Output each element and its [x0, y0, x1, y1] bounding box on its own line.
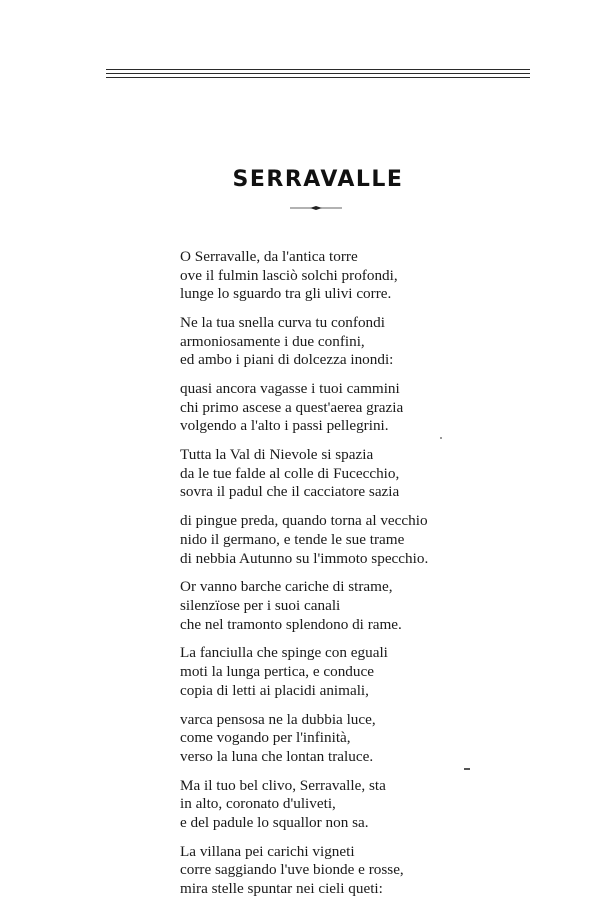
- poem-line: Or vanno barche cariche di strame,: [180, 578, 393, 596]
- poem-line: in alto, coronato d'uliveti,: [180, 795, 336, 813]
- poem-line: La fanciulla che spinge con eguali: [180, 644, 388, 662]
- poem-line: volgendo a l'alto i passi pellegrini.: [180, 417, 389, 435]
- stanza: [180, 248, 580, 304]
- poem-line: e del padule lo squallor non sa.: [180, 813, 369, 831]
- stanza: [180, 512, 580, 568]
- poem-title: SERRAVALLE: [232, 167, 404, 192]
- stanza: [180, 446, 580, 502]
- poem-line: da le tue falde al colle di Fucecchio,: [180, 464, 400, 482]
- poem-line: ove il fulmin lasciò solchi profondi,: [180, 266, 398, 284]
- stanza: [180, 777, 580, 833]
- stanza: [180, 578, 580, 634]
- scan-speck: [464, 768, 470, 770]
- poem-line: Tutta la Val di Nievole si spazia: [180, 446, 374, 464]
- poem-line: di nebbia Autunno su l'immoto specchio.: [180, 549, 429, 567]
- header-rule-middle: [106, 73, 530, 74]
- poem-line: nido il germano, e tende le sue trame: [180, 530, 405, 548]
- poem-line: O Serravalle, da l'antica torre: [180, 248, 358, 265]
- poem-line: verso la luna che lontan traluce.: [180, 747, 374, 765]
- poem-line: sovra il padul che il cacciatore sazia: [180, 483, 400, 501]
- poem-line: di pingue preda, quando torna al vecchio: [180, 512, 428, 530]
- poem-line: quasi ancora vagasse i tuoi cammini: [180, 380, 400, 398]
- poem-line: come vogando per l'infinità,: [180, 729, 351, 747]
- poem-line: silenzïose per i suoi canali: [180, 596, 341, 614]
- stanza: [180, 843, 580, 899]
- stanza: [180, 644, 580, 700]
- poem-body: [180, 248, 580, 909]
- poem-line: La villana pei carichi vigneti: [180, 842, 355, 860]
- poem-line: chi primo ascese a quest'aerea grazia: [180, 398, 404, 416]
- poem-line: Ma il tuo bel clivo, Serravalle, sta: [180, 776, 386, 794]
- poem-line: armoniosamente i due confini,: [180, 332, 365, 350]
- poem-line: moti la lunga pertica, e conduce: [180, 663, 374, 681]
- title-ornament-icon: [290, 205, 342, 211]
- poem-line: che nel tramonto splendono di rame.: [180, 615, 402, 633]
- header-rule-top: [106, 69, 530, 70]
- stanza: [180, 314, 580, 370]
- poem-line: corre saggiando l'uve bionde e rosse,: [180, 861, 404, 879]
- scan-speck: [440, 437, 442, 439]
- poem-line: ed ambo i piani di dolcezza inondi:: [180, 351, 394, 369]
- poem-line: copia di letti ai placidi animali,: [180, 681, 369, 699]
- poem-line: varca pensosa ne la dubbia luce,: [180, 710, 376, 728]
- header-rule-bottom: [106, 77, 530, 78]
- poem-line: mira stelle spuntar nei cieli queti:: [180, 879, 383, 897]
- poem-line: lunge lo sguardo tra gli ulivi corre.: [180, 285, 392, 303]
- stanza: [180, 711, 580, 767]
- poem-line: Ne la tua snella curva tu confondi: [180, 314, 385, 332]
- stanza: [180, 380, 580, 436]
